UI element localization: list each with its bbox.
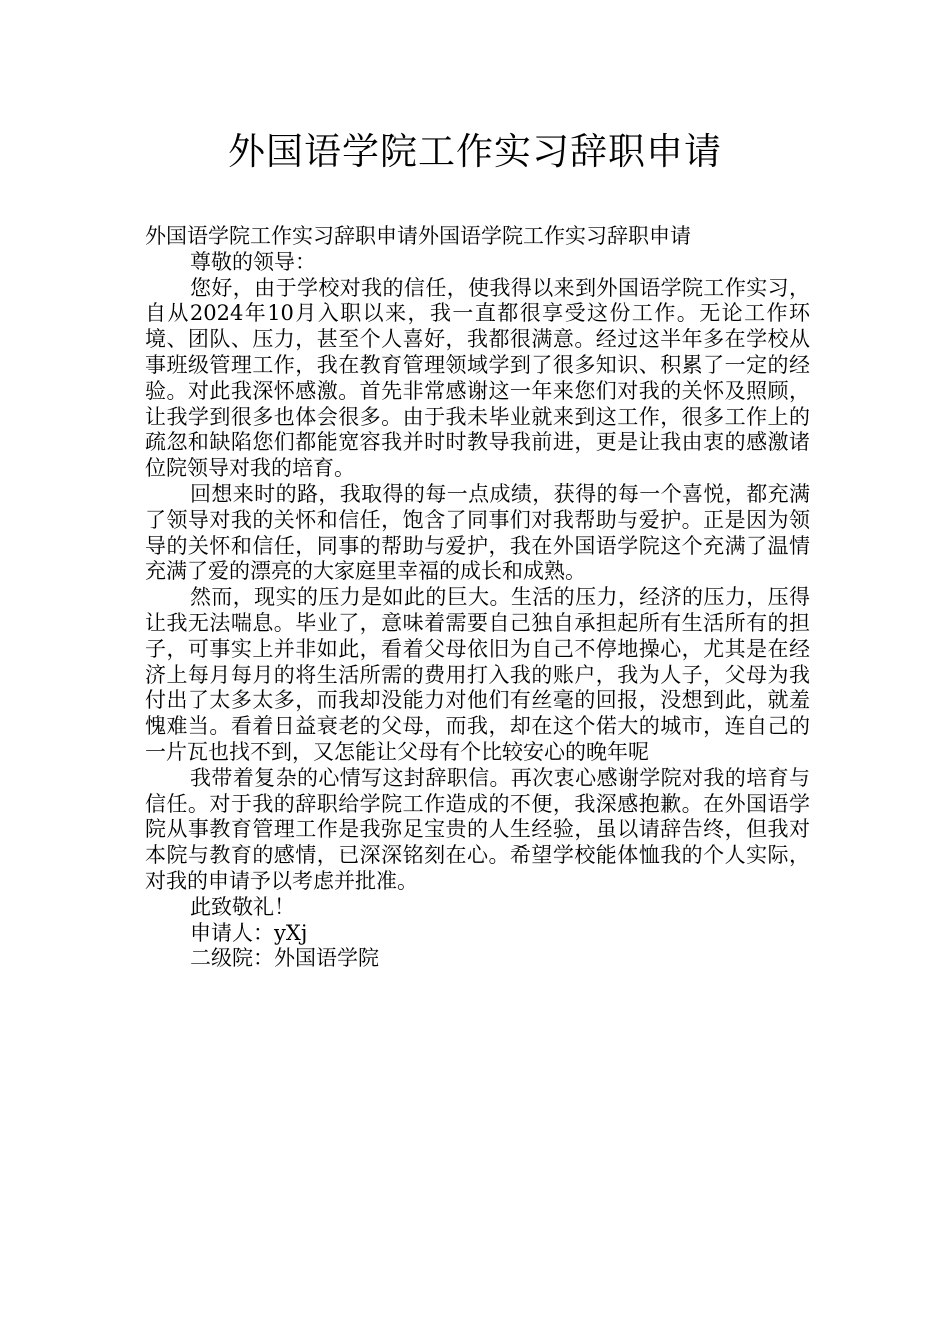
body-paragraph: 回想来时的路，我取得的每一点成绩，获得的每一个喜悦，都充满了领导对我的关怀和信任，饱含了同事们对我帮助与爱护。正是因为领导的关怀和信任，同事的帮助与爱护，我在外国语学院这个充满了温情充满了爱的漂亮的大家庭里幸福的成长和成熟。 [145, 481, 810, 584]
lead-line: 外国语学院工作实习辞职申请外国语学院工作实习辞职申请 [145, 224, 691, 248]
applicant-line: 申请人：yXj [190, 920, 308, 945]
body-paragraph: 然而，现实的压力是如此的巨大。生活的压力，经济的压力，压得让我无法喘息。毕业了，意味着需要自己独自承担起所有生活所有的担子，可事实上并非如此，看着父母依旧为自己不停地操心，尤其是在经济上每月每月的将生活所需的费用打入我的账户，我为人子，父母为我付出了太多太多，而我却没能力对他们有丝毫的回报，没想到此，就羞愧难当。看着日益衰老的父母，而我，却在这个偌大的城市，连自己的一片瓦也找不到，又怎能让父母有个比较安心的晚年呢 [145, 585, 810, 764]
department-line: 二级院：外国语学院 [190, 946, 379, 971]
document-body [145, 224, 810, 972]
document-title: 外国语学院工作实习辞职申请 [228, 130, 722, 173]
body-paragraph: 您好，由于学校对我的信任，使我得以来到外国语学院工作实习，自从2024年10月入职以来，我一直都很享受这份工作。无论工作环境、团队、压力，甚至个人喜好，我都很满意。经过这半年多在学校从事班级管理工作，我在教育管理领域学到了很多知识、积累了一定的经验。对此我深怀感激。首先非常感谢这一年来您们对我的关怀及照顾，让我学到很多也体会很多。由于我未毕业就来到这工作，很多工作上的疏忽和缺陷您们都能宽容我并时时教导我前进，更是让我由衷的感激诸位院领导对我的培育。 [145, 275, 810, 481]
salutation: 尊敬的领导： [190, 249, 316, 274]
body-paragraph: 我带着复杂的心情写这封辞职信。再次衷心感谢学院对我的培育与信任。对于我的辞职给学院工作造成的不便，我深感抱歉。在外国语学院从事教育管理工作是我弥足宝贵的人生经验，虽以请辞告终，但我对本院与教育的感情，已深深铭刻在心。希望学校能体恤我的个人实际，对我的申请予以考虑并批准。 [145, 765, 810, 893]
closing-line: 此致敬礼！ [190, 894, 295, 919]
